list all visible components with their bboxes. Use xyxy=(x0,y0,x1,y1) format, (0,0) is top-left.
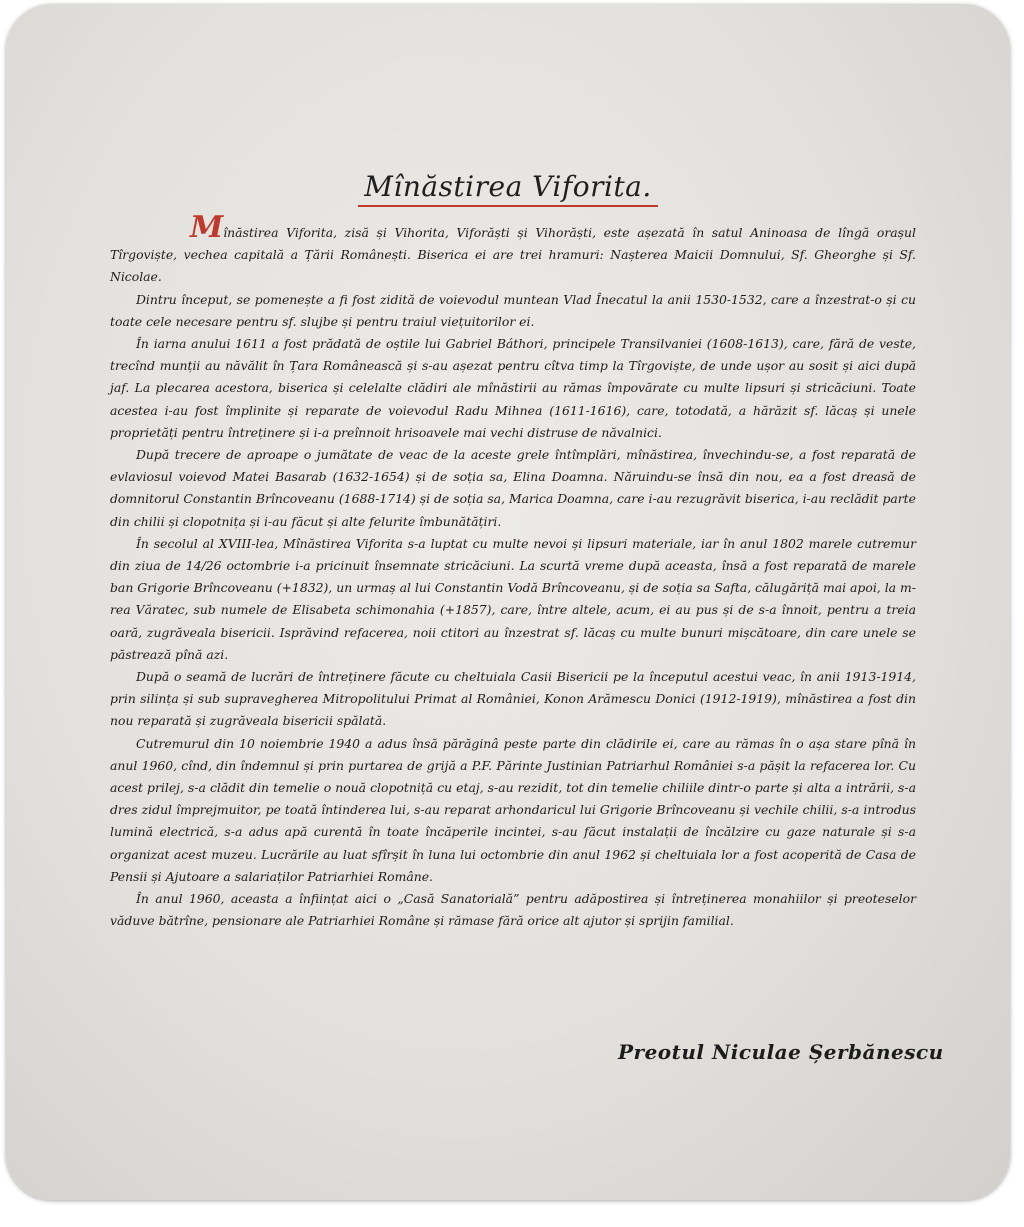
paragraph-5: În secolul al XVIII-lea, Mînăstirea Viforita s-a luptat cu multe nevoi și lipsuri materiale, iar în anul 1802 marele cutremur din ziua de 14/26 octombrie i-a pricinuit însemnate stricăciuni. La scurtă vreme după aceasta, însă a fost reparată de marele ban Grigorie Brîncoveanu (+1832), un urmaș al lui Constantin Vodă Brîncoveanu, și de soția sa Safta, călugăriță mai apoi, la m-rea Văratec, sub numele de Elisabeta schimonahia (+1857), care, între altele, acum, ei au pus și de s-a înnoit, pentru a treia oară, zugrăveala bisericii. Isprăvind refacerea, noii ctitori au înzestrat sf. lăcaș cu multe bunuri mișcătoare, din care unele se păstrează pînă azi. xyxy=(110,535,916,662)
paragraph-7: Cutremurul din 10 noiembrie 1940 a adus însă părăginâ peste parte din clădirile ei, care au rămas în o așa stare pînă în anul 1960, cînd, din îndemnul și prin purtarea de grijă a P.F. Părinte Justinian Patriarhul României s-a pășit la refacerea lor. Cu acest prilej, s-a clădit din temelie o nouă clopotniță cu etaj, s-au rezidit, tot din temelie chiliile dintr-o parte și alta a intrării, s-a dres zidul împrejmuitor, pe toată întinderea lui, s-au reparat arhondaricul lui Grigorie Brîncoveanu și vechile chilii, s-a introdus lumină electrică, s-a adus apă curentă în toate încăperile incintei, s-au făcut instalații de încălzire cu gaze naturale și s-a organizat acest muzeu. Lucrările au luat sfîrșit în luna lui octombrie din anul 1962 și cheltuiala lor a fost acoperită de Casa de Pensii și Ajutoare a salariaților Patriarhiei Române. xyxy=(110,735,916,884)
drop-cap: M xyxy=(190,210,224,245)
information-board xyxy=(6,4,1010,1200)
paragraph-4: După trecere de aproape o jumătate de veac de la aceste grele întîmplări, mînăstirea, învechindu-se, a fost reparată de evlaviosul voievod Matei Basarab (1632-1654) și de soția sa, Elina Doamna. Năruindu-se însă din nou, ea a fost dreasă de domnitorul Constantin Brîncoveanu (1688-1714) și de soția sa, Marica Doamna, care i-au rezugrăvit biserica, i-au reclădit parte din chilii și clopotnița și i-au făcut și alte felurite îmbunătățiri. xyxy=(110,447,916,529)
paragraph-6: După o seamă de lucrări de întreținere făcute cu cheltuiala Casii Bisericii pe la începutul acestui veac, în anii 1913-1914, prin silința și sub supravegherea Mitropolitului Primat al României, Konon Arămescu Donici (1912-1919), mînăstirea a fost din nou reparată și zugrăveala bisericii spălată. xyxy=(110,669,916,729)
paragraph-1 xyxy=(110,210,916,289)
author-signature: Preotul Niculae Șerbănescu xyxy=(618,1040,944,1064)
title-text: Mînăstirea Viforita. xyxy=(358,170,658,207)
paragraph-2: Dintru început, se pomenește a fi fost zidită de voievodul muntean Vlad Înecatul la anii 1530-1532, care a înzestrat-o și cu toate cele necesare pentru sf. slujbe și pentru traiul viețuitorilor ei. xyxy=(110,291,916,329)
paragraph-8: În anul 1960, aceasta a înființat aici o „Casă Sanatorială” pentru adăpostirea și întreținerea monahiilor și preoteselor văduve bătrîne, pensionare ale Patriarhiei Române și rămase fără orice alt ajutor și sprijin familial. xyxy=(110,891,916,929)
document-body xyxy=(110,210,916,933)
page-title xyxy=(6,170,1010,203)
paragraph-3: În iarna anului 1611 a fost prădată de oștile lui Gabriel Báthori, principele Transilvaniei (1608-1613), care, fără de veste, trecînd munții au năvălit în Țara Românească și s-au așezat pentru cîtva timp la Tîrgoviște, de unde ușor au sosit și aici după jaf. La plecarea acestora, biserica și celelalte clădiri ale mînăstirii au rămas împovărate cu multe lipsuri și stricăciuni. Toate acestea i-au fost împlinite și reparate de voievodul Radu Mihnea (1611-1616), care, totodată, a hărăzit sf. lăcaș și unele proprietăți pentru întreținere și i-a preînnoit hrisoavele mai vechi distruse de năvalnici. xyxy=(110,336,916,440)
paragraph-text: înăstirea Viforita, zisă și Vihorita, Viforăști și Vihorăști, este așezată în satul Aninoasa de lîngă orașul Tîrgoviște, vechea capitală a Țării Românești. Biserica ei are trei hramuri: Nașterea Maicii Domnului, Sf. Gheorghe și Sf. Nicolae. xyxy=(110,225,916,285)
